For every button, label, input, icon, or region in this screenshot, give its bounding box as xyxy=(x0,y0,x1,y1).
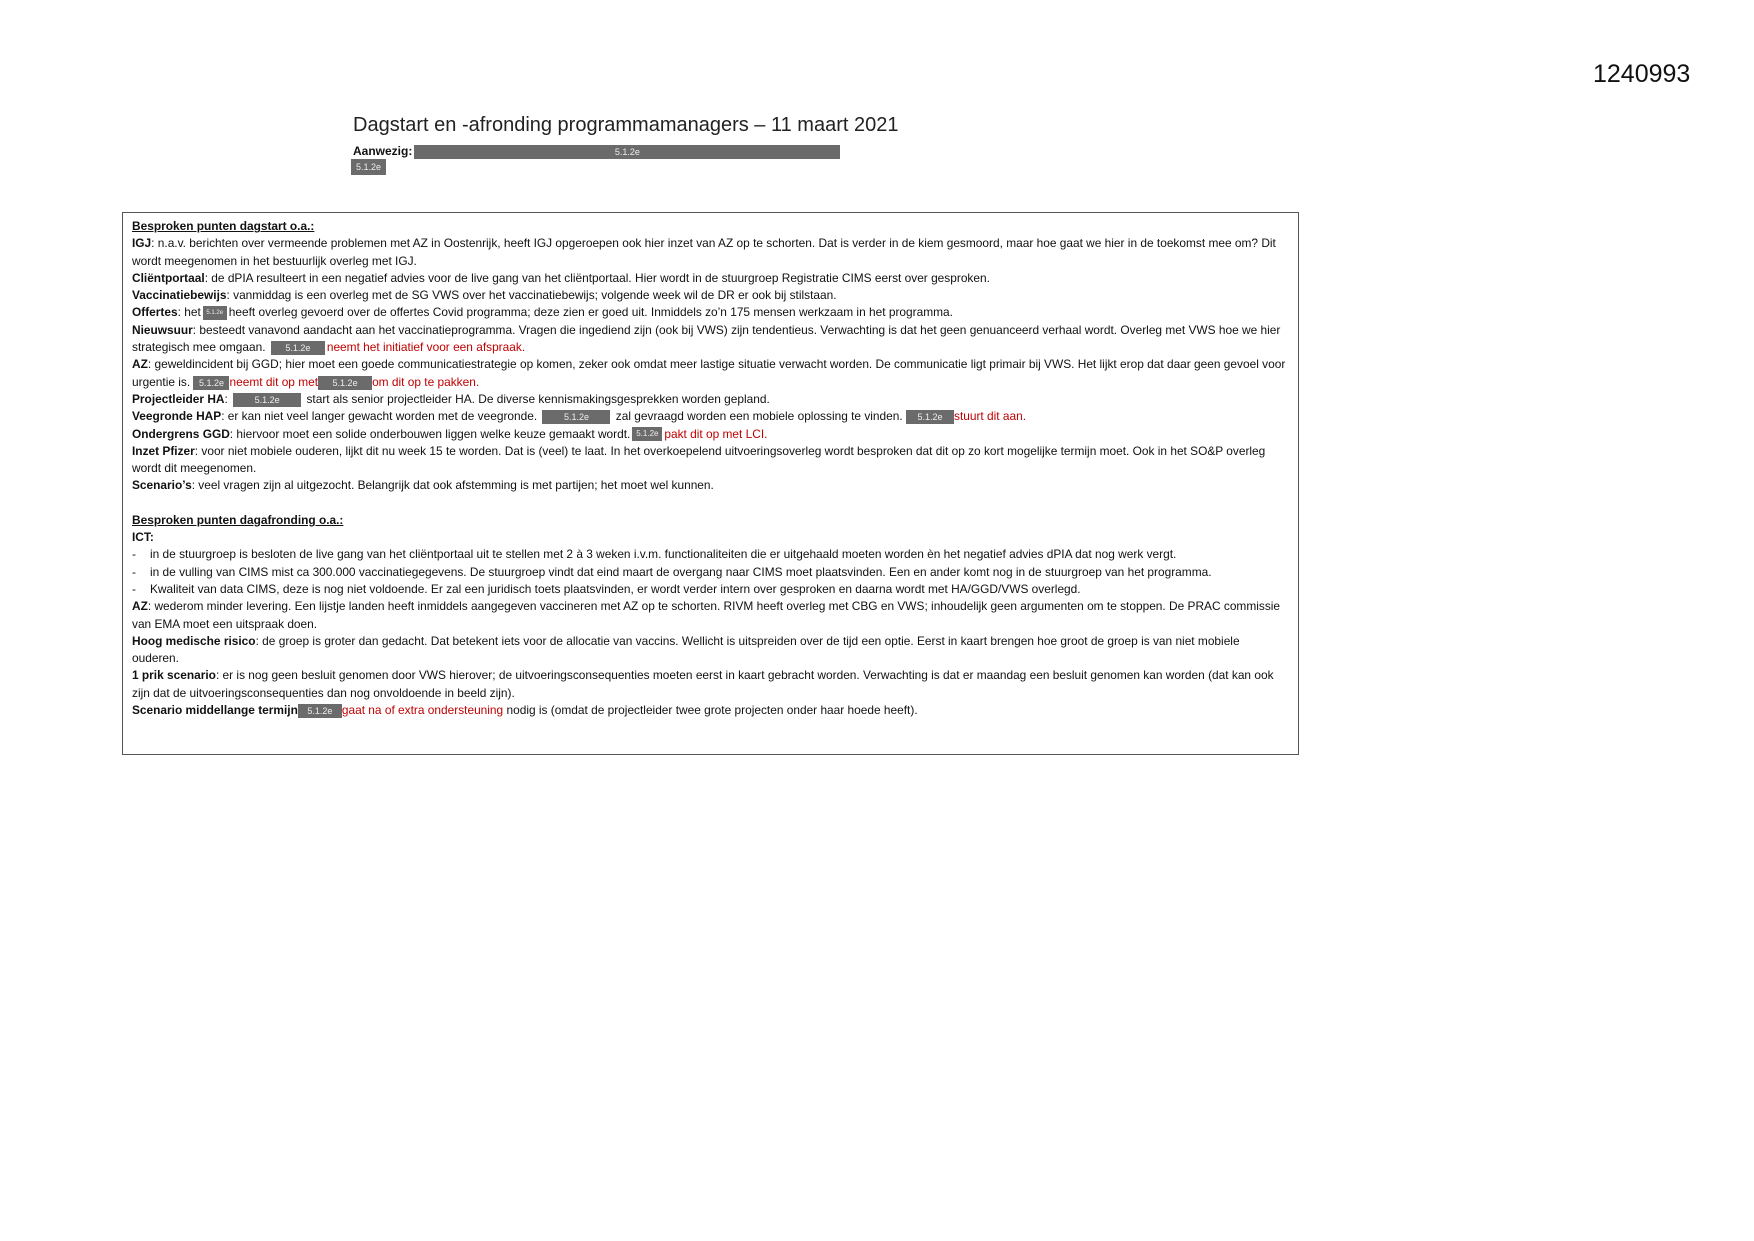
note-text: : hiervoor moet een solide onderbouwen liggen welke keuze gemaakt wordt. xyxy=(229,426,631,441)
note-offertes xyxy=(132,304,1289,321)
note-az-afronding xyxy=(132,598,1289,633)
note-label: Offertes xyxy=(132,305,178,320)
attendees-row xyxy=(353,144,840,159)
note-label: Hoog medische risico xyxy=(132,633,256,648)
action-text: stuurt dit aan. xyxy=(954,409,1027,424)
redaction-block: 5.1.2e xyxy=(906,410,954,424)
bullet-dash: - xyxy=(132,581,136,596)
ict-label: ICT: xyxy=(132,530,154,545)
note-text: : geweldincident bij GGD; hier moet een goede communicatiestrategie op komen, zeker ook omdat meer lastige situatie verwacht worden. De communicatie ligt primair bij VWS. Het lijkt erop dat daar geen gevoel voor urgentie is. xyxy=(132,357,1286,389)
bullet-text: in de vulling van CIMS mist ca 300.000 vaccinatiegegevens. De stuurgroep vindt dat eind maart de overgang naar CIMS moet plaatsvinden. Een en ander komt nog in de stuurgroep van het programma. xyxy=(150,564,1212,579)
attendees-label: Aanwezig: xyxy=(353,144,413,158)
note-label: Cliëntportaal xyxy=(132,270,205,285)
note-scenarios xyxy=(132,477,1289,494)
note-scenario-middellange xyxy=(132,702,1289,719)
note-label: Nieuwsuur xyxy=(132,322,193,337)
note-1-prik xyxy=(132,667,1289,702)
redaction-block: 5.1.2e xyxy=(632,427,662,441)
action-text: gaat na of extra ondersteuning xyxy=(341,703,504,718)
note-clientportaal xyxy=(132,270,1289,287)
note-text: heeft overleg gevoerd over de offertes Covid programma; deze zien er goed uit. Inmiddels zo’n 175 mensen werkzaam in het programma. xyxy=(228,305,953,320)
action-text: pakt dit op met LCI. xyxy=(664,426,768,441)
page-title: Dagstart en -afronding programmamanagers – 11 maart 2021 xyxy=(353,114,899,136)
section-gap xyxy=(132,495,1289,512)
note-ondergrens xyxy=(132,426,1289,443)
note-text: nodig is (omdat de projectleider twee grote projecten onder haar hoede heeft). xyxy=(506,703,918,718)
action-text: neemt het initiatief voor een afspraak. xyxy=(326,340,526,355)
note-text: : de groep is groter dan gedacht. Dat betekent iets voor de allocatie van vaccins. Wellicht is uitspreiden over de tijd een optie. Eerst in kaart brengen hoe groot de groep is van niet mobiele ouderen. xyxy=(132,633,1240,666)
bullet-text: in de stuurgroep is besloten de live gang van het cliëntportaal uit te stellen met 2 à 3 weken i.v.m. functionaliteiten die er uitgehaald moeten worden èn het negatief advies dPIA dat nog werk vergt. xyxy=(150,547,1177,562)
note-text: zal gevraagd worden een mobiele oplossing te vinden. xyxy=(615,409,903,424)
note-label: Scenario’s xyxy=(132,478,192,493)
action-text: om dit op te pakken. xyxy=(372,374,480,389)
note-text: : besteedt vanavond aandacht aan het vaccinatieprogramma. Vragen die ingediend zijn (ook bij VWS) zijn tendentieus. Verwachting is dat het geen genuanceerd verhaal wordt. Overleg met VWS hoe we hier strategisch mee omgaan. xyxy=(132,322,1281,355)
note-text: : de dPIA resulteert in een negatief advies voor de live gang van het cliëntportaal. Hier wordt in de stuurgroep Registratie CIMS eerst over gesproken. xyxy=(204,270,990,285)
redaction-block: 5.1.2e xyxy=(414,145,840,159)
note-vaccinatiebewijs xyxy=(132,287,1289,304)
note-az xyxy=(132,356,1289,391)
note-label: 1 prik scenario xyxy=(132,668,216,683)
note-text: : xyxy=(224,391,228,406)
action-text: neemt dit op met xyxy=(229,374,319,389)
redaction-block: 5.1.2e xyxy=(203,306,227,320)
redaction-block: 5.1.2e xyxy=(193,376,229,390)
redaction-block: 5.1.2e xyxy=(271,341,325,355)
bullet-dash: - xyxy=(132,547,136,562)
note-label: Veegronde HAP xyxy=(132,409,222,424)
note-text: : n.a.v. berichten over vermeende problemen met AZ in Oostenrijk, heeft IGJ opgeroepen ook hier inzet van AZ op te schorten. Dat is verder in de kiem gesmoord, maar hoe gaat we hier in de toekomst mee om? Dit wordt meegenomen in het bestuurlijk overleg met IGJ. xyxy=(132,236,1276,268)
note-text: : voor niet mobiele ouderen, lijkt dit nu week 15 te worden. Dat is (veel) te laat. In het overkoepelend uitvoeringsoverleg wordt besproken dat dit op zo kort mogelijke termijn moet. Ook in het SO&P overleg wordt dit meegenomen. xyxy=(132,443,1266,476)
redaction-block: 5.1.2e xyxy=(298,704,342,718)
bullet-dash: - xyxy=(132,564,136,579)
document-number: 1240993 xyxy=(1593,60,1691,88)
note-hoog-medisch xyxy=(132,633,1289,668)
note-text: : er kan niet veel langer gewacht worden met de veegronde. xyxy=(221,409,538,424)
redaction-block: 5.1.2e xyxy=(351,159,386,175)
note-nieuwsuur xyxy=(132,322,1289,357)
ict-bullet xyxy=(132,564,1289,581)
note-label: Projectleider HA xyxy=(132,391,225,406)
note-projectleider xyxy=(132,391,1289,408)
bullet-text: Kwaliteit van data CIMS, deze is nog niet voldoende. Er zal een juridisch toets plaatsvinden, er wordt verder intern over gesproken en daarna wordt met HA/GGD/VWS overlegd. xyxy=(150,581,1081,596)
note-pfizer xyxy=(132,443,1289,478)
section-heading-dagafronding: Besproken punten dagafronding o.a.: xyxy=(132,512,344,527)
note-text: : het xyxy=(177,305,201,320)
note-text: : vanmiddag is een overleg met de SG VWS over het vaccinatiebewijs; volgende week wil de DR er ook bij stilstaan. xyxy=(226,288,837,303)
note-veegronde xyxy=(132,408,1289,425)
section-heading-dagstart: Besproken punten dagstart o.a.: xyxy=(132,219,315,233)
note-label: Inzet Pfizer xyxy=(132,443,195,458)
redaction-block: 5.1.2e xyxy=(542,410,610,424)
redaction-block: 5.1.2e xyxy=(318,376,372,390)
note-text: : veel vragen zijn al uitgezocht. Belangrijk dat ook afstemming is met partijen; het moet wel kunnen. xyxy=(191,478,714,493)
note-igj xyxy=(132,235,1289,270)
note-label: Scenario middellange termijn xyxy=(132,703,298,718)
note-label: Vaccinatiebewijs xyxy=(132,288,227,303)
ict-bullet xyxy=(132,581,1289,598)
notes-box xyxy=(122,212,1299,755)
note-text: : wederom minder levering. Een lijstje landen heeft inmiddels aangegeven vaccineren met AZ op te schorten. RIVM heeft overleg met CBG en VWS; inhoudelijk geen argumenten om te stoppen. De PRAC commissie van EMA moet een uitspraak doen. xyxy=(132,599,1281,631)
note-text: start als senior projectleider HA. De diverse kennismakingsgesprekken worden gepland. xyxy=(306,391,770,406)
note-label: Ondergrens GGD xyxy=(132,426,230,441)
redaction-block: 5.1.2e xyxy=(233,393,301,407)
note-label: AZ xyxy=(132,599,148,614)
ict-bullet xyxy=(132,546,1289,563)
note-text: : er is nog geen besluit genomen door VWS hierover; de uitvoeringsconsequenties moeten eerst in kaart gebracht worden. Verwachting is dat er maandag een besluit genomen kan worden (dat kan ook zijn dat de uitvoeringsconsequenties dan nog onvoldoende in beeld zijn). xyxy=(132,668,1274,700)
note-label: AZ xyxy=(132,357,148,372)
note-label: IGJ xyxy=(132,236,152,251)
